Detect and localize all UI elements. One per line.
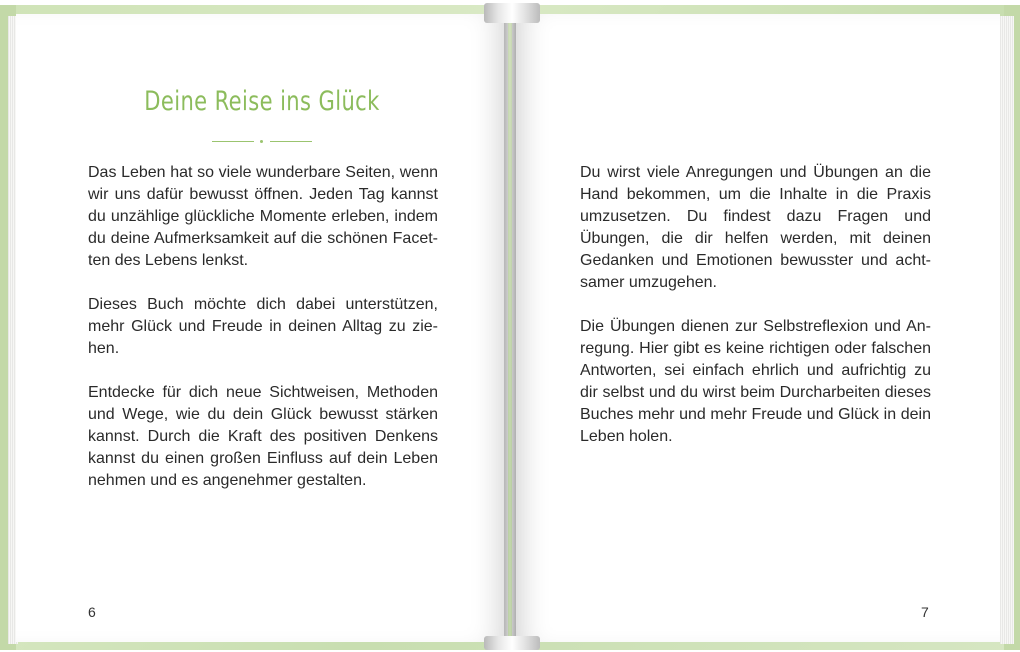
title-divider-ornament [212,139,312,145]
book-gutter [504,14,516,642]
spine-top [484,3,540,23]
paragraph: Du wirst viele Anregungen und Übungen an die Hand bekommen, um die Inhalte in die Praxis umzusetzen. Du findest dazu Fragen und Übungen, die dir helfen werden, mit deinen Gedanken und Emotionen bewusster und achtsamer umzugehen. [580,164,931,291]
paragraph: Das Leben hat so viele wunderbare Seiten, wenn wir uns dafür bewusst öffnen. Jeden Tag kannst du unzählige glückliche Momente erleben, indem du deine Aufmerksamkeit auf die schönen Facetten des Lebens lenkst. [88,164,438,269]
right-body-text [580,162,931,470]
left-page [16,14,508,642]
paragraph: Entdecke für dich neue Sichtweisen, Methoden und Wege, wie du dein Glück bewusst stärken kannst. Durch die Kraft des positiven Denkens kannst du einen großen Einfluss auf dein Leben nehmen und es angenehmer gestalten. [88,384,438,489]
divider-line-left [212,141,254,142]
right-page [512,14,1000,642]
page-number-left: 6 [88,604,96,620]
divider-line-right [270,141,312,142]
paragraph: Die Übungen dienen zur Selbstreflexion und Anregung. Hier gibt es keine richtigen oder falschen Antworten, sei einfach ehrlich und aufrichtig zu dir selbst und du wirst beim Durcharbeiten dieses Buches mehr und mehr Freude und Glück in dein Leben holen. [580,318,931,445]
left-body-text [88,162,438,514]
page-number-right: 7 [921,604,929,620]
divider-dot [260,140,263,143]
page-edges-right [1000,16,1014,644]
paragraph: Dieses Buch möchte dich dabei unterstützen, mehr Glück und Freude in deinen Alltag zu ziehen. [88,296,438,357]
chapter-title: Deine Reise ins Glück [144,86,380,117]
spine-bottom [484,636,540,650]
